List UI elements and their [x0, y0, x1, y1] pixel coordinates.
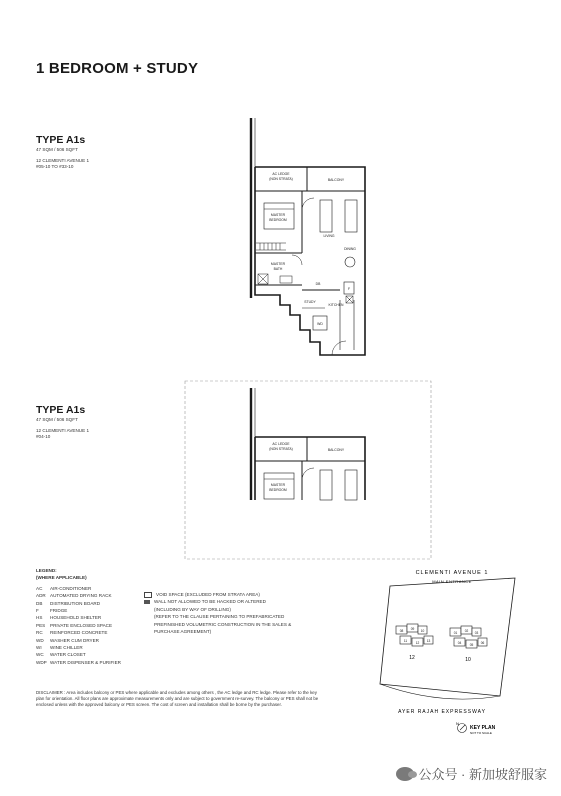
room-b-non-strata: (NON STRATA) — [269, 447, 293, 451]
legend-heading: LEGEND: — [36, 568, 57, 573]
void-note-row — [144, 591, 294, 598]
legend-item — [36, 607, 121, 614]
wall-note-2: (INCLUDING BY WAY OF DRILLING) — [154, 606, 231, 612]
legend-desc: WATER DISPENSER & PURIFIER — [50, 659, 121, 665]
legend-code: WC — [36, 652, 44, 658]
keyplan-unit-label: 03 — [474, 631, 479, 635]
legend-code: PES — [36, 622, 46, 628]
void-space-outline — [185, 381, 431, 559]
keyplan-road-bottom: AYER RAJAH EXPRESSWAY — [398, 709, 486, 715]
room-living: LIVING — [323, 234, 335, 238]
keyplan-unit-label: 02 — [464, 629, 469, 633]
legend-notes — [144, 591, 294, 635]
room-wd: WD — [317, 322, 323, 326]
keyplan-unit-label: 11 — [403, 639, 408, 643]
plan-a-address: 12 CLEMENTI AVENUE 1 — [36, 158, 90, 163]
keyplan-unit-label: 05 — [469, 643, 474, 647]
plan-b-area: 47 SQM / 506 SQFT — [36, 417, 78, 422]
wechat-icon — [396, 767, 414, 781]
legend-item — [36, 629, 121, 636]
wall-note-5: PURCHASE AGREEMENT) — [154, 629, 212, 635]
legend-desc: AIR-CONDITIONER — [50, 585, 92, 591]
legend-subheading: (WHERE APPLICABLE) — [36, 575, 87, 581]
legend-item — [36, 651, 121, 658]
plan-a-info — [36, 134, 89, 170]
wall-swatch-icon — [144, 600, 150, 604]
keyplan-unit-label: 09 — [410, 627, 415, 631]
room-db: DB — [315, 282, 321, 286]
keyplan-scale: NOT TO SCALE — [470, 731, 492, 735]
room-dining: DINING — [344, 247, 356, 251]
void-note: VOID SPACE (EXCLUDED FROM STRATA AREA) — [156, 592, 260, 597]
room-b-master-label: MASTER — [270, 483, 286, 487]
void-box-icon — [144, 592, 152, 598]
legend-item — [36, 600, 121, 607]
legend-desc: WINE CHILLER — [50, 645, 83, 651]
room-bedroom-label: BEDROOM — [269, 218, 287, 222]
keyplan-unit-label: 06 — [480, 641, 485, 645]
keyplan-road-top: CLEMENTI AVENUE 1 — [415, 570, 489, 576]
room-balcony: BALCONY — [327, 178, 345, 182]
keyplan-unit-label: 01 — [453, 631, 458, 635]
legend-desc: PRIVATE ENCLOSED SPACE — [50, 622, 113, 628]
page-title: 1 BEDROOM + STUDY — [36, 60, 199, 77]
room-master-bath-2: BATH — [273, 267, 283, 271]
keyplan-label: KEY PLAN — [470, 725, 496, 731]
key-plan — [360, 566, 530, 756]
legend-item — [36, 585, 121, 592]
legend-desc: WATER CLOSET — [50, 652, 86, 658]
keyplan-unit-label: 10 — [420, 629, 425, 633]
legend-desc: FRIDGE — [50, 608, 68, 614]
plan-b-units: #04-10 — [36, 434, 51, 439]
legend-desc: WASHER CUM DRYER — [50, 637, 100, 643]
legend-desc: HOUSEHOLD SHELTER — [50, 615, 102, 621]
keyplan-north: N — [456, 721, 459, 726]
legend-list — [36, 585, 121, 666]
legend-item — [36, 659, 121, 666]
legend-code: ADR — [36, 593, 46, 599]
legend-item — [36, 637, 121, 644]
keyplan-unit-label: 13 — [426, 639, 431, 643]
legend-code: DB — [36, 600, 43, 606]
disclaimer: DISCLAIMER : Area includes balcony or PES where applicable and excludes among others , the AC ledge and RC ledge. Please refer to the key plan for orientation. All floor plans are approximate measurements only and are subject to government re-survey. The balcony or PES shall not be enclosed unless with the approved balcony or PES screen. The cost of screen and installation shall be borne by the purchaser. — [36, 690, 319, 707]
legend-item — [36, 592, 121, 599]
legend-code: AC — [36, 585, 43, 591]
legend-item — [36, 644, 121, 651]
legend-item — [36, 622, 121, 629]
legend-item — [36, 614, 121, 621]
legend-code: WDP — [36, 659, 47, 665]
keyplan-unit-label: 12 — [415, 641, 420, 645]
wall-note-row — [144, 598, 294, 605]
keyplan-block-10: 10 — [465, 657, 471, 663]
room-b-balcony: BALCONY — [327, 448, 345, 452]
wall-note-3: (REFER TO THE CLAUSE PERTAINING TO PREFABRICATED — [154, 614, 285, 620]
plan-a-type: TYPE A1s — [36, 134, 86, 146]
legend-code: WD — [36, 637, 44, 643]
room-b-bedroom-label: BEDROOM — [269, 488, 287, 492]
room-f: F — [347, 287, 351, 291]
room-master-bath-1: MASTER — [270, 262, 286, 266]
room-kitchen: KITCHEN — [328, 303, 344, 307]
plan-a-area: 47 SQM / 506 SQFT — [36, 147, 78, 152]
wall-note-1: WALL NOT ALLOWED TO BE HACKED OR ALTERED — [154, 599, 266, 605]
watermark-text: 公众号 · 新加坡舒服家 — [418, 767, 547, 782]
wall-note-4: PREFINISHED VOLUMETRIC CONSTRUCTION IN THE SALES & — [154, 621, 292, 627]
legend — [36, 567, 121, 666]
floor-plan-b — [184, 380, 432, 560]
legend-code: RC — [36, 630, 43, 636]
plan-b-address: 12 CLEMENTI AVENUE 1 — [36, 428, 90, 433]
room-ac-ledge: AC LEDGE — [272, 172, 290, 176]
floor-plan-a — [240, 110, 380, 360]
keyplan-unit-label: 08 — [399, 629, 404, 633]
watermark — [396, 764, 547, 783]
legend-code: WI — [36, 645, 42, 651]
plan-a-units: #05-10 TO #33-10 — [36, 164, 74, 169]
legend-code: F — [36, 608, 39, 614]
plan-b-info — [36, 404, 89, 440]
room-non-strata: (NON STRATA) — [269, 177, 293, 181]
legend-code: HS — [36, 615, 43, 621]
room-b-ac-ledge: AC LEDGE — [272, 442, 290, 446]
room-master-label: MASTER — [270, 213, 286, 217]
legend-desc: AUTOMATED DRYING RACK — [50, 593, 112, 599]
room-study: STUDY — [304, 300, 316, 304]
keyplan-unit-label: 04 — [457, 641, 462, 645]
plan-b-type: TYPE A1s — [36, 404, 86, 416]
keyplan-entrance: MAIN ENTRANCE — [432, 579, 472, 584]
legend-desc: REINFORCED CONCRETE — [50, 630, 108, 636]
legend-desc: DISTRIBUTION BOARD — [50, 600, 101, 606]
keyplan-block-12: 12 — [409, 655, 415, 661]
